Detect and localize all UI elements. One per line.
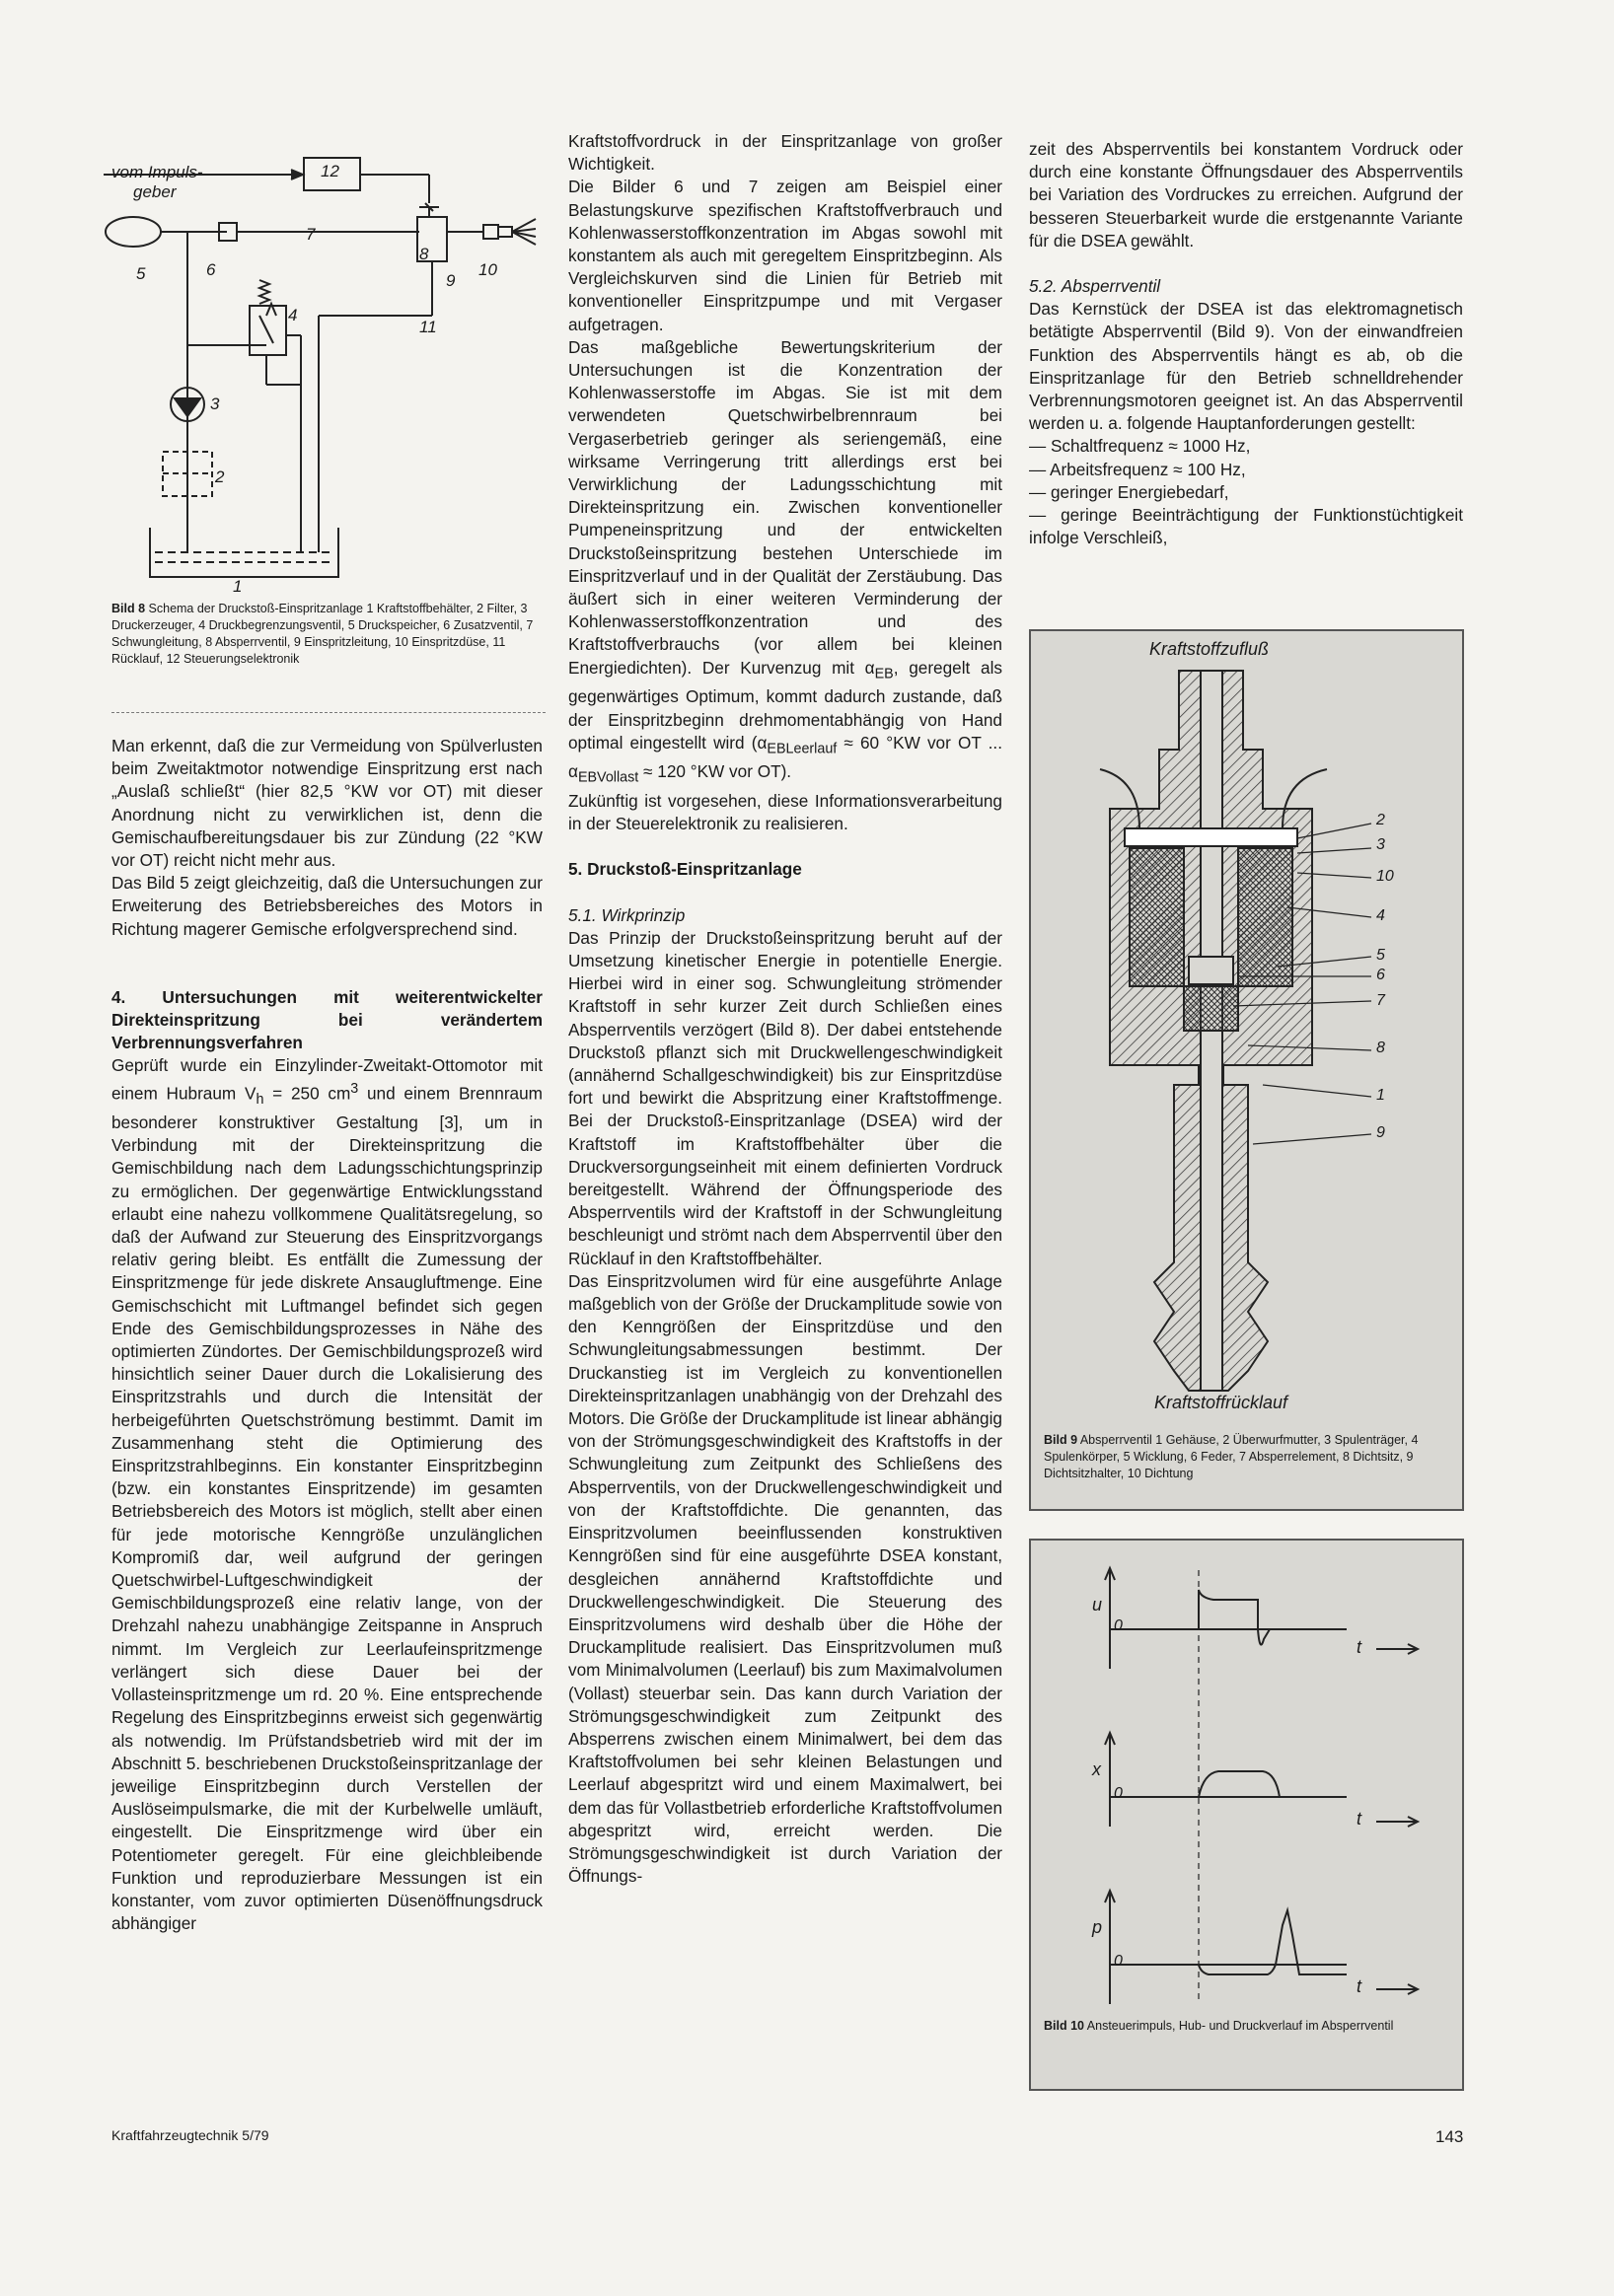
- fig9-part-10: 10: [1376, 868, 1394, 885]
- fig8-num-7: 7: [306, 225, 316, 244]
- fig8-num-1: 1: [233, 577, 243, 596]
- fig8-num-10: 10: [478, 260, 497, 279]
- section-4-heading: 4. Untersuchungen mit weiterentwickelter Direkteinspritzung bei verändertem Verbrennungsverfahren: [111, 986, 543, 1053]
- col2-paragraph-2: Die Bilder 6 und 7 zeigen am Beispiel einer Belastungskurve spezifischen Kraftstoffverbrauch und Kohlenwasserstoffkonzentration im Abgas sowohl mit konstantem als auch mit geregeltem Einspritzbeginn. Als Vergleichskurven sind die Linien für Betrieb mit konventioneller Einspritzpumpe und mit Vergaser aufgetragen.: [568, 177, 1002, 334]
- column-2: [568, 130, 1002, 1888]
- figure-9-drawing: [1031, 631, 1462, 1420]
- fig9-top-label: Kraftstoffzufluß: [1149, 639, 1270, 659]
- fig9-part-5: 5: [1376, 947, 1385, 964]
- fig8-num-3: 3: [210, 395, 220, 413]
- figure-8-caption: [111, 601, 546, 668]
- col3-paragraph-1: zeit des Absperrventils bei konstantem Vordruck oder durch eine konstante Öffnungsdauer des Absperrventils bei Variation des Vordruckes zu erreichen. Aufgrund der besseren Steuerbarkeit wurde die erstgenannte Variante für die DSEA gewählt.: [1029, 139, 1463, 251]
- fig8-num-9: 9: [446, 271, 456, 290]
- fig10-u-t: t: [1357, 1637, 1362, 1657]
- caption-divider: [111, 712, 546, 713]
- section-5-1-heading: 5.1. Wirkprinzip: [568, 904, 686, 925]
- fig9-part-6: 6: [1376, 967, 1385, 983]
- column-1: [111, 735, 543, 1935]
- figure-9-caption: [1044, 1432, 1453, 1482]
- list-item: — geringer Energiebedarf,: [1029, 481, 1229, 502]
- fig8-num-5: 5: [136, 264, 146, 283]
- section-5-2-heading: 5.2. Absperrventil: [1029, 276, 1161, 297]
- col1-paragraph-1: Man erkennt, daß die zur Vermeidung von Spülverlusten beim Zweitaktmotor notwendige Einspritzung erst nach „Auslaß schließt“ (hier 82,5 °KW vor OT) mit dieser Anordnung nicht zu verwirklichen ist, denn die Gemischaufbereitungsdauer bis zur Zündung (22 °KW vor OT) reicht nicht mehr aus.: [111, 736, 543, 871]
- figure-8-schematic: [104, 138, 557, 587]
- fig9-part-7: 7: [1376, 992, 1385, 1009]
- fig9-part-9: 9: [1376, 1124, 1385, 1141]
- fig8-geber-label: geber: [133, 182, 177, 201]
- fig9-part-1: 1: [1376, 1087, 1385, 1104]
- fig8-num-6: 6: [206, 260, 216, 279]
- fig8-num-2: 2: [215, 467, 225, 486]
- fig9-bottom-label: Kraftstoffrücklauf: [1154, 1393, 1288, 1412]
- fig8-num-8: 8: [419, 245, 429, 263]
- fig8-num-4: 4: [288, 306, 298, 324]
- column-3: [1029, 138, 1463, 549]
- fig10-p-label: p: [1092, 1917, 1103, 1937]
- figure-10-caption-label: Bild 10: [1044, 2019, 1084, 2033]
- list-item: — Arbeitsfrequenz ≈ 100 Hz,: [1029, 459, 1246, 479]
- fig8-num-12: 12: [321, 162, 339, 180]
- journal-footer: Kraftfahrzeugtechnik 5/79: [111, 2127, 269, 2143]
- col2-paragraph-6: Das Einspritzvolumen wird für eine ausgeführte Anlage maßgeblich von der Größe der Druckamplitude sowie von den Kenngrößen der Einspritzdüse und den Schwungleitungsabmessungen bestimmt. Der Druckanstieg ist im Vergleich zu konventionellen Direkteinspritzanlagen unabhängig von der Drehzahl des Motors. Die Größe der Druckamplitude ist linear abhängig von der Strömungsgeschwindigkeit des Kraftstoffs in der Schwungleitung zum Zeitpunkt des Schließens des Absperrventils, von der Druckwellengeschwindigkeit und von der Kraftstoffdichte. Die genannten, das Einspritzvolumen beeinflussenden konstruktiven Kenngrößen sind für eine ausgeführte DSEA konstant, desgleichen annähernd Kraftstoffdichte und Druckwellengeschwindigkeit. Die Steuerung des Einspritzvolumens wird deshalb über die Höhe der Druckamplitude realisiert. Das Einspritzvolumen muß vom Minimalvolumen (Leerlauf) bis zum Maximalvolumen (Vollast) steuerbar sein. Das kann durch Variation der Strömungsgeschwindigkeit zum Zeitpunkt des Absperrens zwischen einem Minimalwert, bei dem das Kraftstoffvolumen bei sehr kleinen Belastungen und Leerlauf abgespritzt wird und einem Maximalwert, bei dem das für Vollastbetrieb erforderliche Kraftstoffvolumen abgespritzt wird, erreicht werden. Die Strömungsgeschwindigkeit ist durch Variation der Öffnungs-: [568, 1270, 1002, 1887]
- fig10-u-zero: 0: [1114, 1617, 1123, 1634]
- col2-paragraph-1: Kraftstoffvordruck in der Einspritzanlage von großer Wichtigkeit.: [568, 131, 1002, 175]
- fig10-p-zero: 0: [1114, 1953, 1123, 1970]
- col2-paragraph-4: Zukünftig ist vorgesehen, diese Informationsverarbeitung in der Steuerelektronik zu realisieren.: [568, 791, 1002, 834]
- fig10-u-label: u: [1092, 1595, 1103, 1614]
- fig8-impuls-label: vom Impuls-: [111, 163, 203, 181]
- col1-paragraph-3: Geprüft wurde ein Einzylinder-Zweitakt-Ottomotor mit einem Hubraum $V_h = 250$ $cm^3$ und einem Brennraum besonderer konstruktiver Gestaltung [3], um in Verbindung mit der Direkteinspritzung die Gemischbildung nach dem Ladungsschichtungsprinzip zu ermöglichen. Der gegenwärtige Entwicklungsstand erlaubt eine nahezu vollkommene Qualitätsregelung, so daß der Aufwand zur Steuerung des Einspritzvorgangs relativ gering bleibt. Es entfällt die Zumessung der Einspritzmenge für jede diskrete Ansaugluftmenge. Eine Gemischschicht mit Luftmangel befindet sich gegen Ende des Gemischbildungsprozesses in Nähe des optimierten Zündortes. Der Gemischbildungsprozeß wird hinsichtlich seiner Dauer durch die Lokalisierung des Einspritzstrahls und durch die Intensität der herbeigeführten Quetschströmung bestimmt. Damit im Zusammenhang steht die Optimierung des Einspritzstrahlbeginns. Ein konstanter Einspritzbeginn (bzw. ein konstantes Einspritzende) im gesamten Betriebsbereich des Motors ist möglich, stellt aber einen für jede motorische Kenngröße unzulänglichen Kompromiß dar, weil aufgrund der geringen Quetschwirbel-Luftgeschwindigkeit der Gemischbildungsprozeß eine relativ lange, von der Drehzahl nahezu unabhängige Zeitspanne in Anspruch nimmt. Im Vergleich zur Leerlaufeinspritzmenge verlängert sich diese Dauer bei der Vollasteinspritzmenge um rd. 20 %. Eine entsprechende Regelung des Einspritzbeginns erweist sich gegenwärtig als notwendig. Im Prüfstandsbetrieb wird mit der im Abschnitt 5. beschriebenen Druckstoßeinspritzanlage der jeweilige Einspritzbeginn durch Verstellen der Auslöseimpulsmarke, die mit der Kurbelwelle umläuft, eingestellt. Die Einspritzmenge wird über ein Potentiometer geregelt. Für eine gleichbleibende Funktion und reproduzierbare Messungen ist ein konstanter, vom zuvor optimierten Düsenöffnungsdruck abhängiger: [111, 1055, 543, 1934]
- fig10-x-zero: 0: [1114, 1785, 1123, 1802]
- figure-9-caption-label: Bild 9: [1044, 1433, 1078, 1447]
- requirements-list: [1029, 435, 1463, 549]
- list-item: — geringe Beeinträchtigung der Funktionstüchtigkeit infolge Verschleiß,: [1029, 505, 1463, 548]
- figure-8-caption-text: Schema der Druckstoß-Einspritzanlage 1 Kraftstoffbehälter, 2 Filter, 3 Druckerzeuger, 4 Druckbegrenzungsventil, 5 Druckspeicher, 6 Zusatzventil, 7 Schwungleitung, 8 Absperrventil, 9 Einspritzleitung, 10 Einspritzdüse, 11 Rücklauf, 12 Steuerungselektronik: [111, 602, 534, 666]
- col3-paragraph-2: Das Kernstück der DSEA ist das elektromagnetisch betätigte Absperrventil (Bild 9). Von der einwandfreien Funktion des Absperrventils hängt es ab, ob die Einspritzanlage für den Betrieb schnelldrehender Verbrennungsmotoren geeignet ist. An das Absperrventil werden u. a. folgende Hauptanforderungen gestellt:: [1029, 299, 1463, 434]
- col2-paragraph-5: Das Prinzip der Druckstoßeinspritzung beruht auf der Umsetzung kinetischer Energie in potentielle Energie. Hierbei wird in einer sog. Schwungleitung strömender Kraftstoff in sehr kurzer Zeit durch Schließen eines Absperrventils verzögert (Bild 8). Der dabei entstehende Druckstoß pflanzt sich mit Druckwellengeschwindigkeit (annähernd Schallgeschwindigkeit) bis zur Einspritzdüse fort und bewirkt die Abspritzung einer Kraftstoffmenge. Bei der Druckstoß-Einspritzanlage (DSEA) wird der Kraftstoff im Kraftstoffbehälter über die Druckversorgungseinheit mit einem definierten Vordruck bereitgestellt. Während der Öffnungsperiode des Absperrventils wird der Kraftstoff in der Schwungleitung beschleunigt und strömt nach dem Absperrventil über den Rücklauf in den Kraftstoffbehälter.: [568, 927, 1002, 1268]
- figure-9-caption-text: Absperrventil 1 Gehäuse, 2 Überwurfmutter, 3 Spulenträger, 4 Spulenkörper, 5 Wicklung, 6 Feder, 7 Absperrelement, 8 Dichtsitz, 9 Dichtsitzhalter, 10 Dichtung: [1044, 1433, 1419, 1480]
- fig8-num-11: 11: [419, 318, 437, 336]
- list-item: — Schaltfrequenz ≈ 1000 Hz,: [1029, 436, 1251, 457]
- fig10-x-t: t: [1357, 1809, 1362, 1829]
- figure-9-box: [1029, 629, 1464, 1511]
- fig9-part-2: 2: [1376, 812, 1385, 828]
- fig9-part-4: 4: [1376, 907, 1385, 924]
- col1-paragraph-2: Das Bild 5 zeigt gleichzeitig, daß die Untersuchungen zur Erweiterung des Betriebsbereiches des Motors in Richtung magerer Gemische erfolgversprechend sind.: [111, 873, 543, 939]
- fig10-x-label: x: [1092, 1759, 1101, 1779]
- page-number: 143: [1435, 2127, 1464, 2146]
- figure-10-caption: [1044, 2018, 1448, 2035]
- fig9-part-8: 8: [1376, 1040, 1385, 1056]
- figure-10-box: [1029, 1539, 1464, 2091]
- col2-paragraph-3: Das maßgebliche Bewertungskriterium der Untersuchungen ist die Konzentration der Kohlenwasserstoffe im Abgas. Sie ist mit dem verwendeten Quetschwirbelbrennraum bei Vergaserbetrieb geringer als seriengemäß, eine wirksame Verringerung tritt allerdings erst bei Verwirklichung der Ladungsschichtung mit Direkteinspritzung ein. Zwischen konventioneller Pumpeneinspritzung und der entwickelten Druckstoßeinspritzung bestehen Unterschiede im Einspritzverlauf und in der Qualität der Zerstäubung. Das äußert sich in einer weiteren Verminderung der Kohlenwasserstoffkonzentration und des Kraftstoffverbrauchs (vor allem bei kleinen Energiedichten). Der Kurvenzug mit $\alpha_{EB}$, geregelt als gegenwärtiges Optimum, kommt dadurch zustande, daß der Einspritzbeginn drehmomentabhängig von Hand optimal eingestellt wird ($\alpha_{EBLeerlauf} \approx 60$ °KW vor OT ... $\alpha_{EBVollast} \approx 120$ °KW vor OT).: [568, 336, 1002, 786]
- figure-10-caption-text: Ansteuerimpuls, Hub- und Druckverlauf im Absperrventil: [1086, 2019, 1394, 2033]
- section-5-heading: 5. Druckstoß-Einspritzanlage: [568, 859, 802, 880]
- figure-8-caption-label: Bild 8: [111, 602, 146, 615]
- fig10-p-t: t: [1357, 1976, 1362, 1996]
- fig9-part-3: 3: [1376, 836, 1385, 853]
